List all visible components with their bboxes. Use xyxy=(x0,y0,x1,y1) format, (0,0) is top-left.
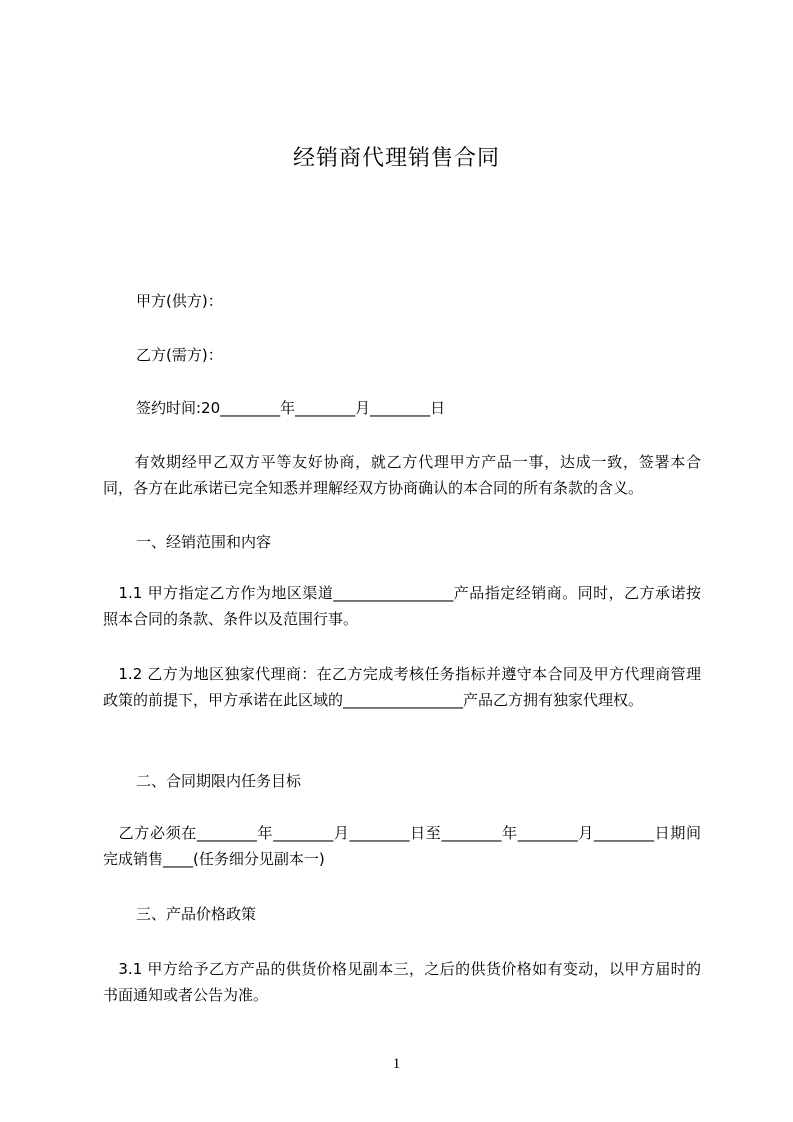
intro-paragraph: 有效期经甲乙双方平等友好协商，就乙方代理甲方产品一事，达成一致，签署本合同，各方在此承诺已完全知悉并理解经双方协商确认的本合同的所有条款的含义。 xyxy=(103,453,701,497)
page-number: 1 xyxy=(392,1056,401,1072)
clause-1-1: 1.1 甲方指定乙方作为地区渠道________________产品指定经销商。同时，乙方承诺按照本合同的条款、条件以及范围行事。 xyxy=(103,584,701,628)
clause-1-2: 1.2 乙方为地区独家代理商：在乙方完成考核任务指标并遵守本合同及甲方代理商管理政策的前提下，甲方承诺在此区域的________________产品乙方拥有独家代理权。 xyxy=(103,665,701,709)
signing-date-line: 签约时间:20________年________月________日 xyxy=(136,399,446,417)
document-title: 经销商代理销售合同 xyxy=(292,146,500,171)
party-a-line: 甲方(供方)： xyxy=(136,292,223,310)
section-2-heading: 二、合同期限内任务目标 xyxy=(136,772,302,790)
section-3-heading: 三、产品价格政策 xyxy=(136,905,257,923)
party-b-line: 乙方(需方)： xyxy=(136,346,223,364)
clause-2: 乙方必须在________年________月________日至________年________月________日期间完成销售____(任务细分见副本一) xyxy=(103,824,701,868)
clause-3-1: 3.1 甲方给予乙方产品的供货价格见副本三，之后的供货价格如有变动，以甲方届时的书面通知或者公告为准。 xyxy=(103,960,701,1004)
section-1-heading: 一、经销范围和内容 xyxy=(136,533,272,551)
